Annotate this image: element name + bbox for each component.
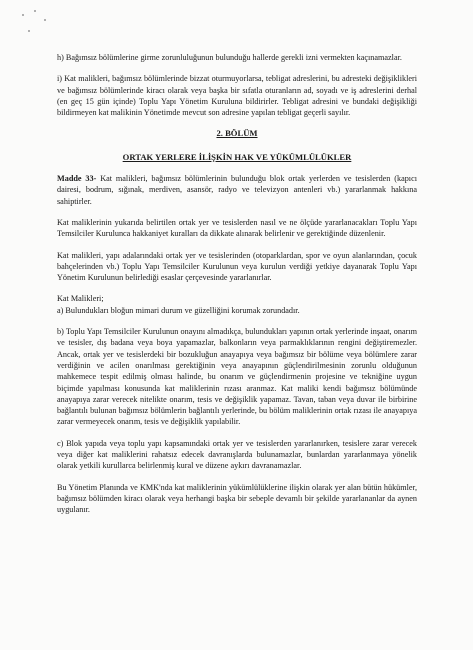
paragraph-4-a: a) Bulundukları bloğun mimari durum ve güzelliğini korumak zorundadır. — [57, 305, 300, 315]
scan-speck — [44, 19, 46, 21]
paragraph-i: i) Kat malikleri, bağımsız bölümlerinde bizzat oturmuyorlarsa, tebligat adreslerini, bu adresteki değişiklikleri ve bağımsız bölümlerinde kiracı olarak veya başka bir sıfatla oturanların ad, soyadı ve iş adreslerini derhal (en geç 15 gün içinde) Toplu Yapı Yönetim Kuruluna bildirirler. Tebligat adresini ve bundaki değişikliği bildirmeyen kat malikinin Yönetimde mevcut son adresine yapılan tebligat geçerli sayılır. — [57, 74, 417, 118]
document-body — [57, 52, 417, 526]
paragraph-c: c) Blok yapıda veya toplu yapı kapsamındaki ortak yer ve tesislerden yararlanırken, tesislere zarar verecek veya diğer kat maliklerini rahatsız edecek davranışlarda bulunamazlar, bunlardan yararlanmaya yönelik olarak yetkili kurullarca belirlenmiş kural ve düzene aykırı davranamazlar. — [57, 438, 417, 471]
paragraph-4-intro: Kat Malikleri; — [57, 294, 104, 304]
article-text: Kat malikleri, bağımsız bölümlerinin bulunduğu blok ortak yerlerden ve tesislerden (kapıcı dairesi, bodrum, sığınak, merdiven, asansör, radyo ve televizyon antenleri vb.) yararlanmak hakkına sahiptirler. — [57, 174, 417, 206]
paragraph-3: Kat malikleri, yapı adalarındaki ortak yer ve tesislerinden (otoparklardan, spor ve oyun alanlarından, çocuk bahçelerinden vb.) Toplu Yapı Temsilciler Kurulunun veya kurulun verdiği yetkiye dayanarak Toplu Yapı Yönetim Kurulunun belirlediği esaslar çerçevesinde yararlanırlar. — [57, 250, 417, 283]
scan-speck — [28, 30, 30, 32]
scan-speck — [22, 14, 24, 16]
section-number: 2. BÖLÜM — [216, 128, 258, 139]
paragraph-b: b) Toplu Yapı Temsilciler Kurulunun onayını almadıkça, bulundukları yapının ortak yerlerinde inşaat, onarım ve tesisler, dış badana veya boya yapamazlar, balkonların veya parmaklıklarının rengini değiştiremezler. Ancak, ortak yer ve tesislerdeki bir bozukluğun anayapıya veya bağımsız bir bölüme veya bölümlere zarar verdiğinin ve acilen onarılması gerektiğinin veya anayapının güçlendirilmesinin zorunlu olduğunun mahkemece tespit edilmiş olması halinde, bu onarım ve güçlendirmenin projesine ve tekniğine uygun biçimde yapılması konusunda kat maliklerinin rızası aranmaz. Kat maliki kendi bağımsız bölümünde anayapıya zarar verecek nitelikte onarım, tesis ve değişiklik yapamaz. Tavan, taban veya duvar ile birbirine bağlantılı bulunan bağımsız bölümlerin bağlantılı yerlerinde, bu bölüm maliklerinin ortak rızası ile anayapıya zarar vermeyecek onarım, tesis ve değişiklik yapılabilir. — [57, 327, 417, 427]
section-heading: ORTAK YERLERE İLİŞKİN HAK VE YÜKÜMLÜLÜKLER — [122, 151, 352, 162]
paragraph-h: h) Bağımsız bölümlerine girme zorunluluğunun bulunduğu hallerde gerekli izni vermekten kaçınamazlar. — [57, 53, 402, 62]
scan-speck — [34, 10, 36, 12]
article-label: Madde 33- — [57, 174, 97, 184]
paragraph-2: Kat maliklerinin yukarıda belirtilen ortak yer ve tesislerden nasıl ve ne ölçüde yararlanacakları Toplu Yapı Temsilciler Kurulunca hakkaniyet kuralları da dikkate alınarak belirlenir ve gerektiğinde düzenlenir. — [57, 217, 417, 239]
article-33 — [57, 173, 417, 207]
paragraph-final: Bu Yönetim Planında ve KMK'nda kat maliklerinin yükümlülüklerine ilişkin olarak yer alan bütün hükümler, bağımsız bölümden kiracı olarak veya herhangi başka bir sebeple devamlı bir şekilde yararlananlar da aynen uygulanır. — [57, 482, 417, 515]
